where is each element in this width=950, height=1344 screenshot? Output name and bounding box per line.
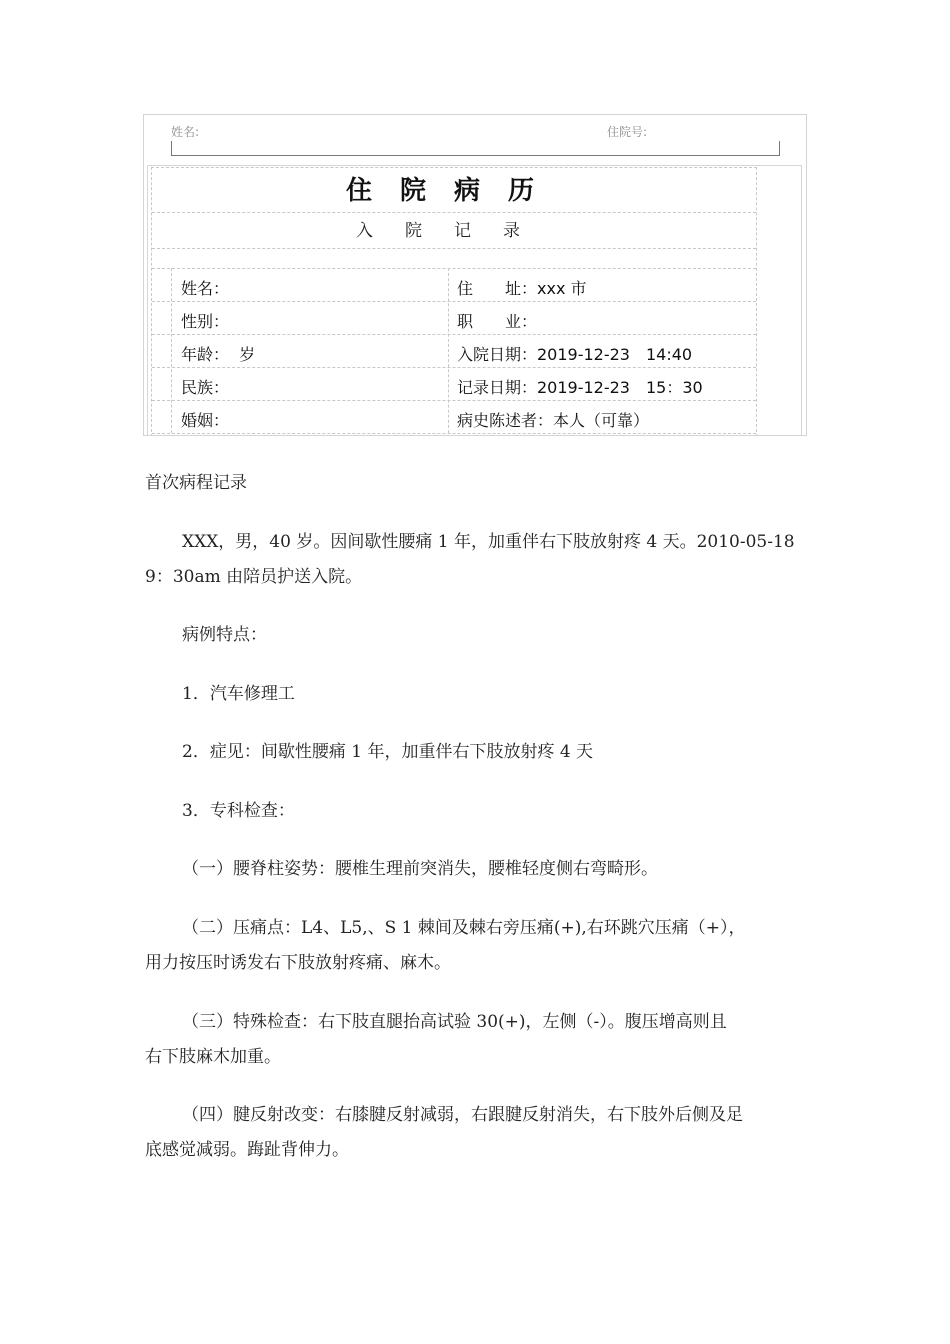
divider: [152, 268, 756, 269]
intro-line-2: 9：30am 由陪员护送入院。: [145, 567, 363, 587]
divider: [152, 212, 756, 213]
exam-item-4-line-2: 底感觉减弱。踇趾背伸力。: [145, 1140, 349, 1160]
form-title: 住院病历: [345, 176, 562, 206]
patient-marital-field: 婚姻：: [181, 411, 230, 430]
patient-address-field: 住 址：xxx 市: [457, 279, 587, 298]
row-divider: [152, 367, 756, 368]
row-divider: [152, 334, 756, 335]
column-divider: [448, 268, 449, 436]
exam-item-2-line-2: 用力按压时诱发右下肢放射疼痛、麻木。: [145, 953, 451, 973]
header-admission-number-label: 住院号:: [607, 125, 648, 139]
header-rule-left-tick: [171, 141, 172, 156]
admission-form: [151, 167, 757, 436]
features-label: 病例特点：: [182, 625, 267, 645]
medical-record-form-image: [143, 114, 807, 436]
divider: [152, 248, 756, 249]
patient-age-field: 年龄： 岁: [181, 345, 256, 364]
record-date-field: 记录日期：2019-12-23 15：30: [457, 378, 703, 397]
feature-item-2: 2．症见：间歇性腰痛 1 年，加重伴右下肢放射疼 4 天: [182, 742, 594, 762]
exam-item-3-line-1: （三）特殊检查：右下肢直腿抬高试验 30(+)，左侧（-）。腹压增高则且: [182, 1012, 727, 1032]
feature-item-1: 1．汽车修理工: [182, 684, 295, 704]
feature-item-3: 3．专科检查：: [182, 801, 295, 821]
header-name-label: 姓名:: [171, 125, 200, 139]
patient-sex-field: 性别：: [181, 312, 230, 331]
intro-line-1: XXX，男，40 岁。因间歇性腰痛 1 年，加重伴右下肢放射疼 4 天。2010-05-18: [182, 532, 795, 552]
exam-item-1: （一）腰脊柱姿势：腰椎生理前突消失，腰椎轻度侧右弯畸形。: [182, 859, 658, 879]
row-divider: [152, 400, 756, 401]
exam-item-4-line-1: （四）腱反射改变：右膝腱反射减弱，右跟腱反射消失，右下肢外后侧及足: [182, 1105, 743, 1125]
exam-item-3-line-2: 右下肢麻木加重。: [145, 1047, 281, 1067]
header-rule: [171, 155, 779, 156]
column-divider: [171, 268, 172, 436]
patient-ethnicity-field: 民族：: [181, 378, 230, 397]
patient-occupation-field: 职 业：: [457, 312, 538, 331]
row-divider: [152, 301, 756, 302]
form-subtitle: 入院记录: [356, 221, 552, 241]
patient-name-field: 姓名：: [181, 279, 230, 298]
admission-date-field: 入院日期：2019-12-23 14:40: [457, 345, 693, 364]
exam-item-2-line-1: （二）压痛点：L4、L5,、S 1 棘间及棘右旁压痛(+),右环跳穴压痛（+），: [182, 918, 746, 938]
header-rule-right-tick: [779, 141, 780, 156]
row-divider: [152, 433, 756, 434]
history-narrator-field: 病史陈述者：本人（可靠）: [457, 411, 650, 430]
section-heading: 首次病程记录: [145, 473, 247, 493]
